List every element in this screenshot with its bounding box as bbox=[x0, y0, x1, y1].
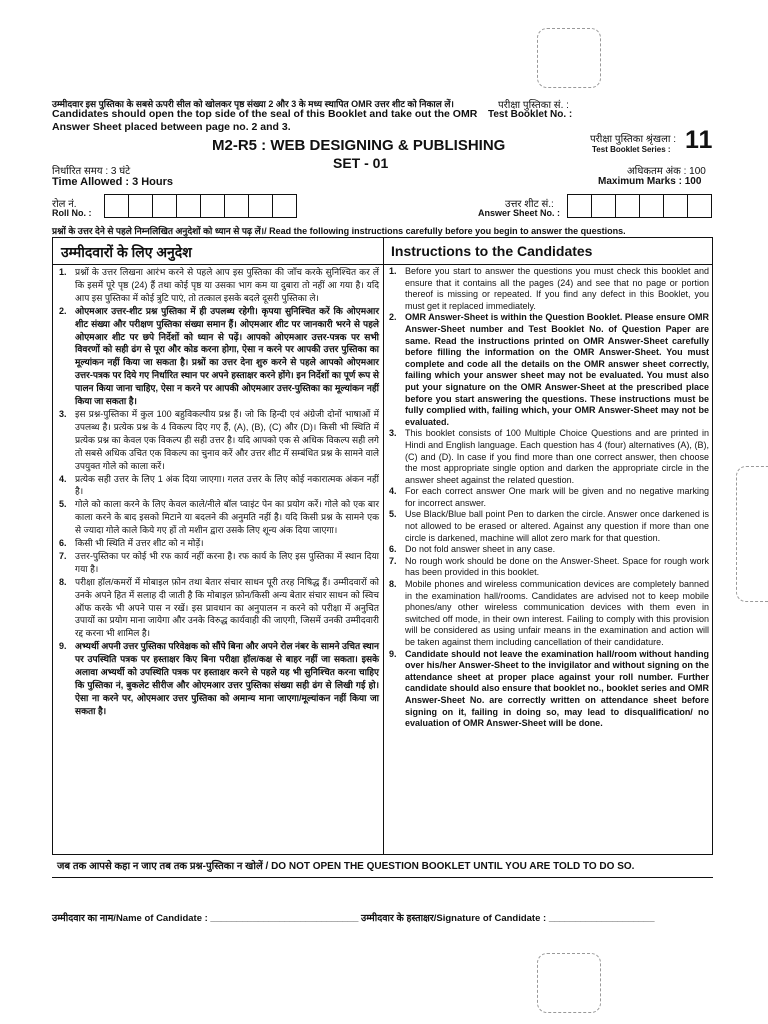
do-not-open-notice: जब तक आपसे कहा न जाए तब तक प्रश्न-पुस्तिका न खोलें / DO NOT OPEN THE QUESTION BOOKLET UNTIL YOU ARE TOLD TO DO SO. bbox=[57, 861, 635, 872]
list-item: 5. गोले को काला करने के लिए केवल काले/नीले बॉल प्वाइंट पेन का प्रयोग करें। गोले को एक बार काला करने के बाद इसको मिटाने या बदलने की अनुमति नहीं है। यदि किसी प्रश्न के सामने एक से ज्यादा गोले काले किये गए हों तो मशीन द्वारा उसके लिए शून्य अंक दिया जाएगा। bbox=[59, 499, 379, 536]
paper-set: SET - 01 bbox=[333, 155, 389, 171]
list-item: 8. परीक्षा हॉल/कमरों में मोबाइल फ़ोन तथा बेतार संचार साधन पूरी तरह निषिद्ध हैं। उम्मीदवारों को उनके अपने हित में सलाह दी जाती है कि मोबाइल फ़ोन/किसी अन्य बेतार संचार साधन को स्विच ऑफ करके भी अपने पास न रखें। इस प्रावधान का अनुपालन न करने को परीक्षा में अनुचित उपायों का प्रयोग माना जायेगा और उनके विरुद्ध कार्यवाही की जाएगी, जिसमें उनकी उम्मीदवारी रद्द करना भी शामिल है। bbox=[59, 576, 379, 639]
answer-sheet-digit-box[interactable] bbox=[688, 194, 712, 218]
instructions-heading-english: Instructions to the Candidates bbox=[391, 243, 593, 259]
dashed-cutout-bottom bbox=[537, 953, 601, 1013]
list-item: 9. अभ्यर्थी अपनी उत्तर पुस्तिका परिवेक्षक को सौंपे बिना और अपने रोल नंबर के सामने उचित स्थान पर उपस्थिति पत्रक पर हस्ताक्षर किए बिना परीक्षा हॉल/कक्ष से बाहर नहीं जा सकता। इसके अलावा अभ्यर्थी को उपस्थिति पत्रक पर हस्ताक्षर करने से पहले यह भी सुनिश्चित करना चाहिए कि पुस्तिका नं, बुकलेट सीरीज और ओएमआर उत्तर पुस्तिका संख्या सही ढंग से लिखी गई हो। ऐसा ना करने पर, ओएमआर उत्तर पुस्तिका को अमान्य माना जाएगा/मूल्यांकन नहीं किया जा सकता है। bbox=[59, 641, 379, 716]
roll-number-label-hindi: रोल नं. bbox=[52, 199, 77, 210]
list-item: 6. किसी भी स्थिति में उत्तर शीट को न मोड़ें। bbox=[59, 538, 204, 549]
answer-sheet-digit-box[interactable] bbox=[640, 194, 664, 218]
list-item: 4. प्रत्येक सही उत्तर के लिए 1 अंक दिया जाएगा। गलत उत्तर के लिए कोई नकारात्मक अंकन नहीं है। bbox=[59, 473, 379, 497]
time-allowed-hindi: निर्धारित समय : 3 घंटे bbox=[52, 166, 131, 177]
booklet-series-label-hindi: परीक्षा पुस्तिका श्रृंखला : bbox=[590, 134, 676, 145]
booklet-series-label: Test Booklet Series : bbox=[592, 145, 671, 154]
list-item: 4. For each correct answer One mark will be given and no negative marking for incorrect answer. bbox=[389, 486, 709, 508]
roll-digit-box[interactable] bbox=[225, 194, 249, 218]
instructions-box bbox=[52, 237, 713, 855]
dashed-cutout-side bbox=[736, 466, 768, 602]
answer-sheet-number-boxes[interactable] bbox=[567, 194, 712, 218]
answer-sheet-digit-box[interactable] bbox=[664, 194, 688, 218]
answer-sheet-digit-box[interactable] bbox=[592, 194, 616, 218]
footer-rule bbox=[52, 877, 713, 878]
list-item: 3. इस प्रश्न-पुस्तिका में कुल 100 बहुविकल्पीय प्रश्न हैं। जो कि हिन्दी एवं अंग्रेजी दोनों भाषाओं में उपलब्ध है। प्रत्येक प्रश्न के 4 विकल्प दिए गए हैं, (A), (B), (C) और (D)। किसी भी स्थिति में प्रत्येक प्रश्न का केवल एक विकल्प ही सही उत्तर है। यदि आपको एक से अधिक विकल्प सही लगे तो सबसे अधिक उचित एक विकल्प का चुनाव करें और उत्तर शीट में सम्बंधित प्रश्न के सामने वाले उपयुक्त गोले को काला करें। bbox=[59, 408, 379, 471]
dashed-cutout-top bbox=[537, 28, 601, 88]
answer-sheet-digit-box[interactable] bbox=[568, 194, 592, 218]
roll-number-boxes[interactable] bbox=[104, 194, 297, 218]
max-marks-hindi: अधिकतम अंक : 100 bbox=[627, 166, 706, 177]
roll-number-label: Roll No. : bbox=[52, 208, 92, 218]
answer-sheet-label: Answer Sheet No. : bbox=[478, 208, 561, 218]
roll-digit-box[interactable] bbox=[105, 194, 129, 218]
column-divider bbox=[383, 238, 384, 854]
list-item: 3. This booklet consists of 100 Multiple Choice Questions and are printed in Hindi and English language. Each question has 4 (four) alternatives (A), (B), (C) and (D). In case if you find more than one correct answer, then choose the most appropriate single option and darken the appropriate circle in the answer sheet against the related question. bbox=[389, 428, 709, 485]
booklet-series-value: 11 bbox=[685, 126, 714, 154]
instructions-heading-hindi: उम्मीदवारों के लिए अनुदेश bbox=[61, 244, 192, 260]
heading-divider bbox=[53, 264, 712, 265]
answer-sheet-digit-box[interactable] bbox=[616, 194, 640, 218]
roll-digit-box[interactable] bbox=[129, 194, 153, 218]
roll-digit-box[interactable] bbox=[273, 194, 297, 218]
list-item: 1. Before you start to answer the questions you must check this booklet and ensure that it contains all the pages (24) and see that no page or portion thereof is missing or repeated. If you find any defect in this Booklet, you must get it replaced immediately. bbox=[389, 266, 709, 311]
list-item: 6. Do not fold answer sheet in any case. bbox=[389, 544, 556, 555]
list-item: 2. OMR Answer-Sheet is within the Question Booklet. Please ensure OMR Answer-Sheet number and Test Booklet No. of Question Paper are same. Read the instructions printed on OMR Answer-Sheet carefully before filling the information on the OMR Answer-Sheet. You must complete and code all the details on the OMR answer sheet correctly, failing which your answer sheet may not be evaluated. You must also put your signature on the OMR Answer-Sheet at the prescribed place before you start answering the questions. These instructions must be fully complied with, failing which, your OMR Answer-Sheet may not be evaluated. bbox=[389, 312, 709, 427]
list-item: 7. उत्तर-पुस्तिका पर कोई भी रफ कार्य नहीं करना है। रफ कार्य के लिए इस पुस्तिका में स्थान दिया गया है। bbox=[59, 550, 379, 574]
roll-digit-box[interactable] bbox=[153, 194, 177, 218]
list-item: 5. Use Black/Blue ball point Pen to darken the circle. Answer once darkened is not allowed to be erased or altered. Against any question if more than one circle is darkened, machine will allot zero mark for that question. bbox=[389, 509, 709, 543]
roll-digit-box[interactable] bbox=[201, 194, 225, 218]
candidate-name-signature-line[interactable]: उम्मीदवार का नाम/Name of Candidate : ____________________________ उम्मीदवार के हस्ताक्षर/Signature of Candidate : ____________________ bbox=[52, 913, 655, 924]
instructions-list-hindi bbox=[57, 266, 379, 718]
roll-digit-box[interactable] bbox=[249, 194, 273, 218]
seal-instruction-hindi: उम्मीदवार इस पुस्तिका के सबसे ऊपरी सील को खोलकर पृष्ठ संख्या 2 और 3 के मध्य स्थापित OMR उत्तर शीट को निकाल लें। bbox=[52, 99, 454, 109]
list-item: 8. Mobile phones and wireless communication devices are completely banned in the examination hall/rooms. Candidates are advised not to keep mobile phones/any other wireless communication devices with them even in switched off mode, in their own interest. Failing to comply with this provision will be considered as using unfair means in the examination and action will be taken against them including cancellation of their candidature. bbox=[389, 579, 709, 647]
time-allowed: Time Allowed : 3 Hours bbox=[52, 176, 174, 188]
answer-sheet-label-hindi: उत्तर शीट सं.: bbox=[505, 199, 554, 210]
roll-digit-box[interactable] bbox=[177, 194, 201, 218]
booklet-number-label-hindi: परीक्षा पुस्तिका सं. : bbox=[498, 100, 569, 111]
list-item: 1. प्रश्नों के उत्तर लिखना आरंभ करने से पहले आप इस पुस्तिका की जाँच करके सुनिश्चित कर लें कि इसमें पूरे पृष्ठ (24) हैं तथा कोई पृष्ठ या उसका भाग कम या दुबारा तो नहीं आ गया है। यदि आप इस पुस्तिका में कोई त्रुटि पाएं, तो तत्काल इसके बदले दूसरी पुस्तिका ले। bbox=[59, 267, 379, 303]
list-item: 9. Candidate should not leave the examination hall/room without handing over his/her Answer-Sheet to the invigilator and without signing on the attendance sheet at proper place against your roll number. Further candidate should also ensure that booklet no., booklet series and OMR Answer-Sheet No. are correctly written on attendance sheet before signing on it, failing in doing so, may lead to disqualification/ no evaluation of OMR Answer-Sheet will be done. bbox=[389, 648, 709, 729]
max-marks: Maximum Marks : 100 bbox=[598, 176, 702, 187]
seal-instruction-english: Candidates should open the top side of the seal of this Booklet and take out the OMR Answer Sheet placed between page no. 2 and 3. bbox=[52, 108, 478, 133]
paper-title: M2-R5 : WEB DESIGNING & PUBLISHING bbox=[212, 137, 506, 154]
list-item: 2. ओएमआर उत्तर-शीट प्रश्न पुस्तिका में ही उपलब्ध रहेगी। कृपया सुनिश्चित करें कि ओएमआर शीट संख्या और परीक्षण पुस्तिका संख्या समान हैं। ओएमआर शीट पर जानकारी भरने से पहले ओएमआर शीट पर छपे निर्देशों को ध्यान से पढ़ें। आपको ओएमआर उत्तर-पत्रक पर सभी विवरणों को सही ढंग से पूरा और कोड करना होगा, ऐसा न करने पर आपकी उत्तर पुस्तिका का मूल्यांकन नहीं किया जा सकता है। प्रश्नों का उत्तर देना शुरु करने से पहले आपको ओएमआर उत्तर-पत्रक पर दिये गए निर्धारित स्थान पर अपने हस्ताक्षर करने होंगे। इन निर्देशों का पूर्ण रूप से पालन किया जाना चाहिए, ऐसा न करने पर आपकी ओएमआर उत्तर-पुस्तिका का मूल्यांकन नहीं किया जा सकता है। bbox=[59, 305, 379, 407]
read-instructions-note: प्रश्नों के उत्तर देने से पहले निम्नलिखित अनुदेशों को ध्यान से पढ़ लें।/ Read the following instructions carefully before you begin to answer the questions. bbox=[52, 226, 626, 236]
booklet-number-label: Test Booklet No. : bbox=[488, 109, 573, 120]
list-item: 7. No rough work should be done on the Answer-Sheet. Space for rough work has been provided in this booklet. bbox=[389, 555, 709, 578]
instructions-list-english bbox=[387, 266, 709, 730]
